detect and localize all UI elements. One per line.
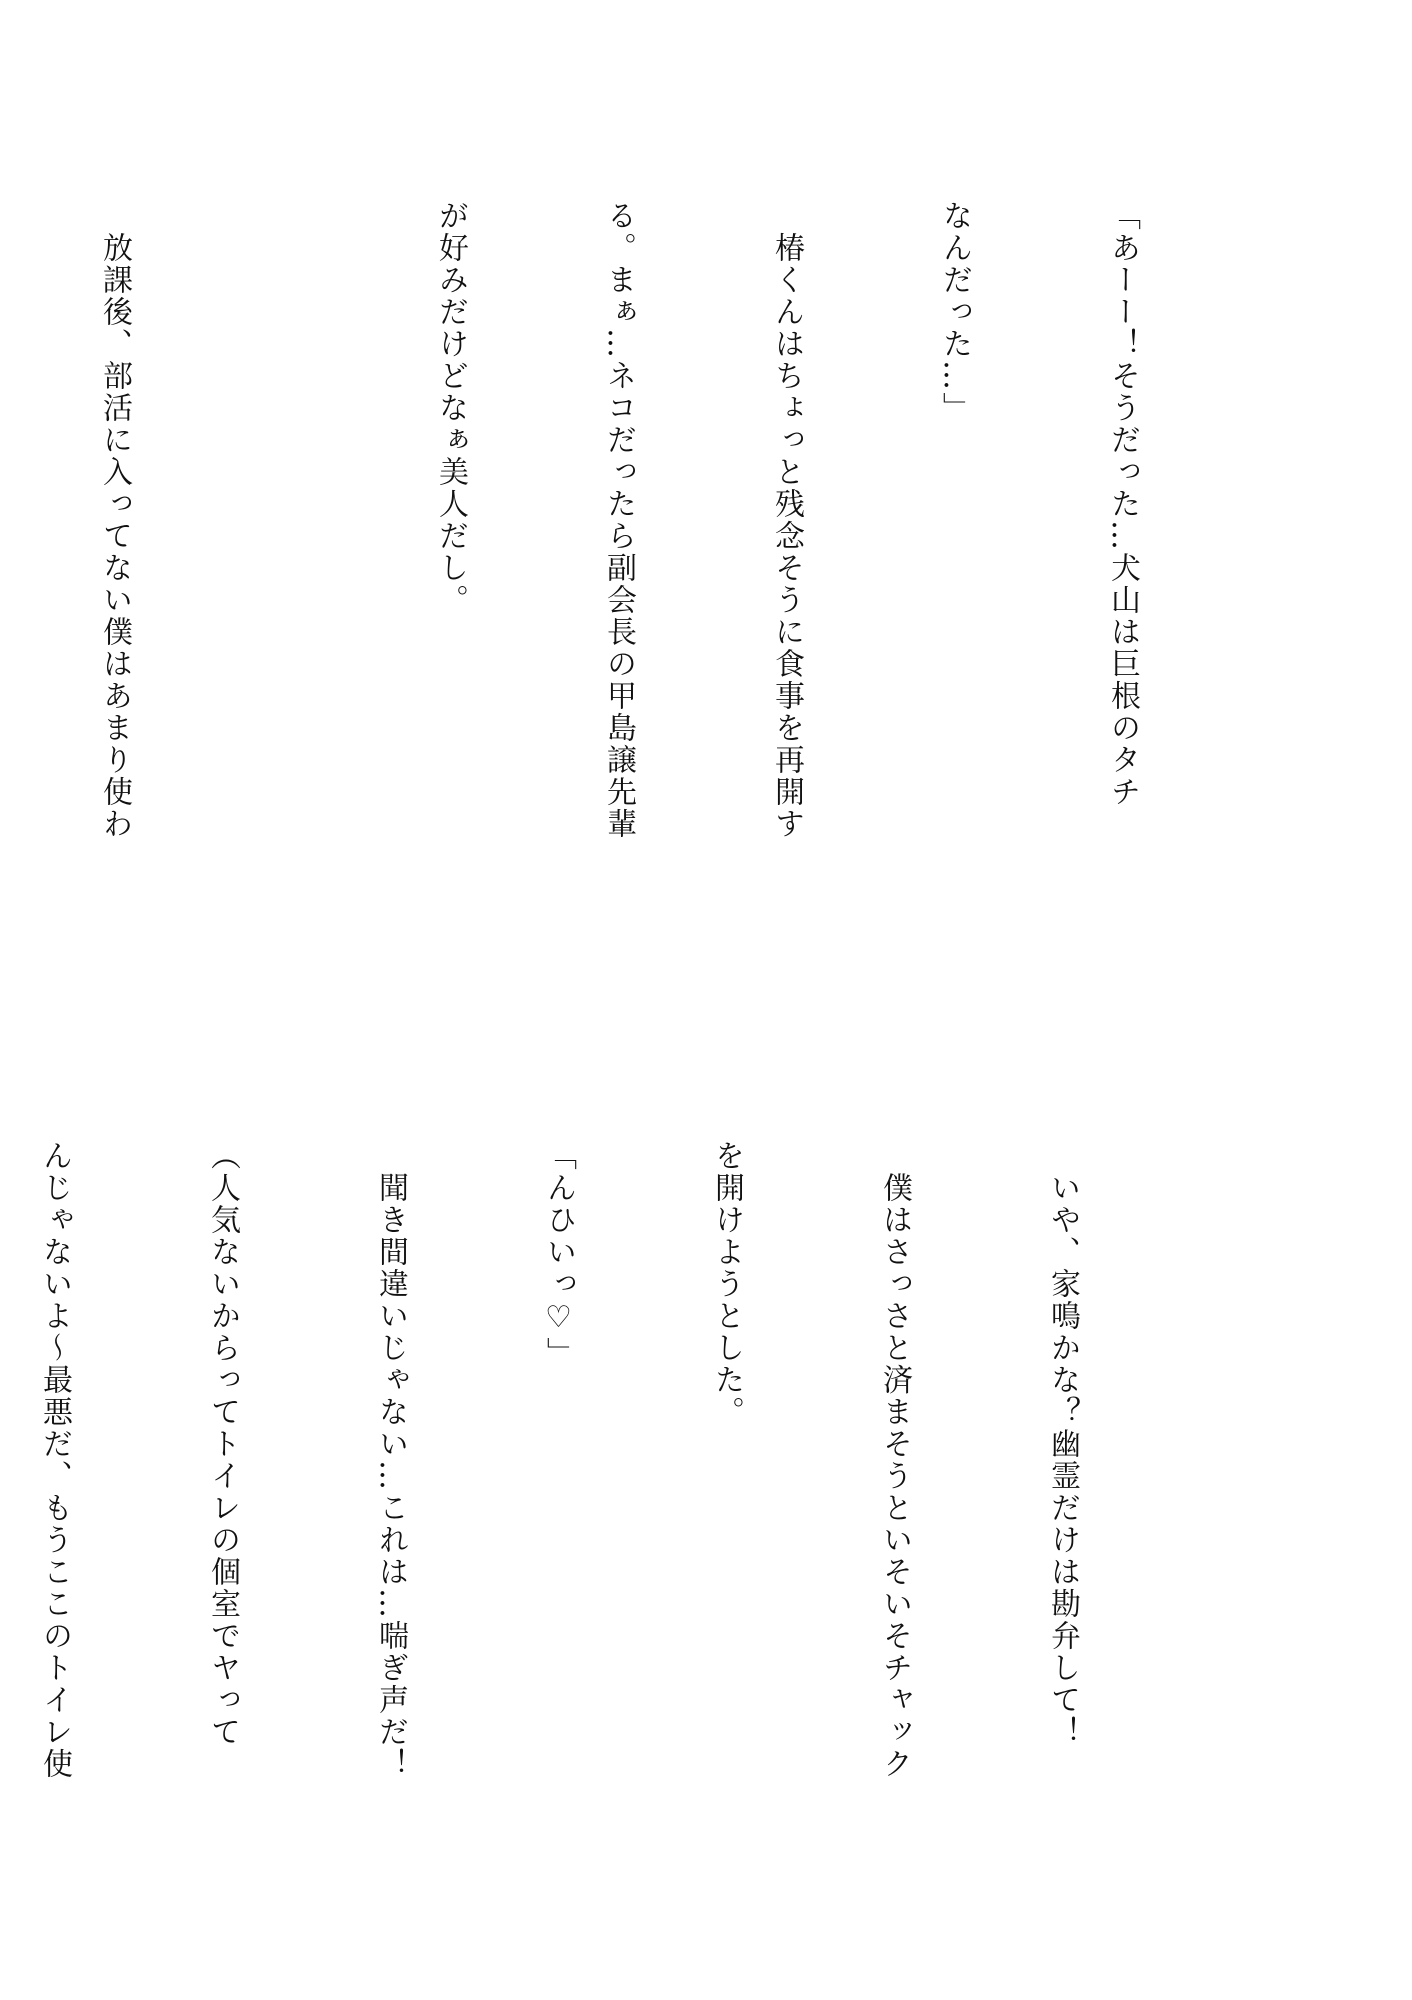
text-line: 「あーー！そうだった…犬山は巨根のタチ [1105, 200, 1140, 808]
bottom-text-block [0, 1140, 1202, 1860]
text-line: 「んひいっ♡」 [541, 1140, 576, 1369]
text-line: 放課後、部活に入ってない僕はあまり使わ [97, 200, 132, 840]
text-line: 僕はさっさと済まそうといそいそチャック [877, 1140, 912, 1780]
top-text-block [0, 200, 1262, 920]
text-line: 聞き間違いじゃない…これは…喘ぎ声だ！ [373, 1140, 408, 1780]
text-line: なんだった…」 [937, 200, 972, 424]
text-line: んじゃないよ〜最悪だ、もうここのトイレ使 [37, 1140, 72, 1780]
text-line: 椿くんはちょっと残念そうに食事を再開す [769, 200, 804, 840]
text-line: る。まぁ…ネコだったら副会長の甲島譲先輩 [601, 200, 636, 840]
blank-line [254, 200, 310, 920]
text-line: が好みだけどなぁ美人だし。 [433, 200, 468, 616]
text-line: （人気ないからってトイレの個室でヤって [205, 1140, 240, 1748]
text-line: いや、家鳴かな？幽霊だけは勘弁して！ [1045, 1140, 1080, 1748]
text-line: を開けようとした。 [709, 1140, 744, 1428]
